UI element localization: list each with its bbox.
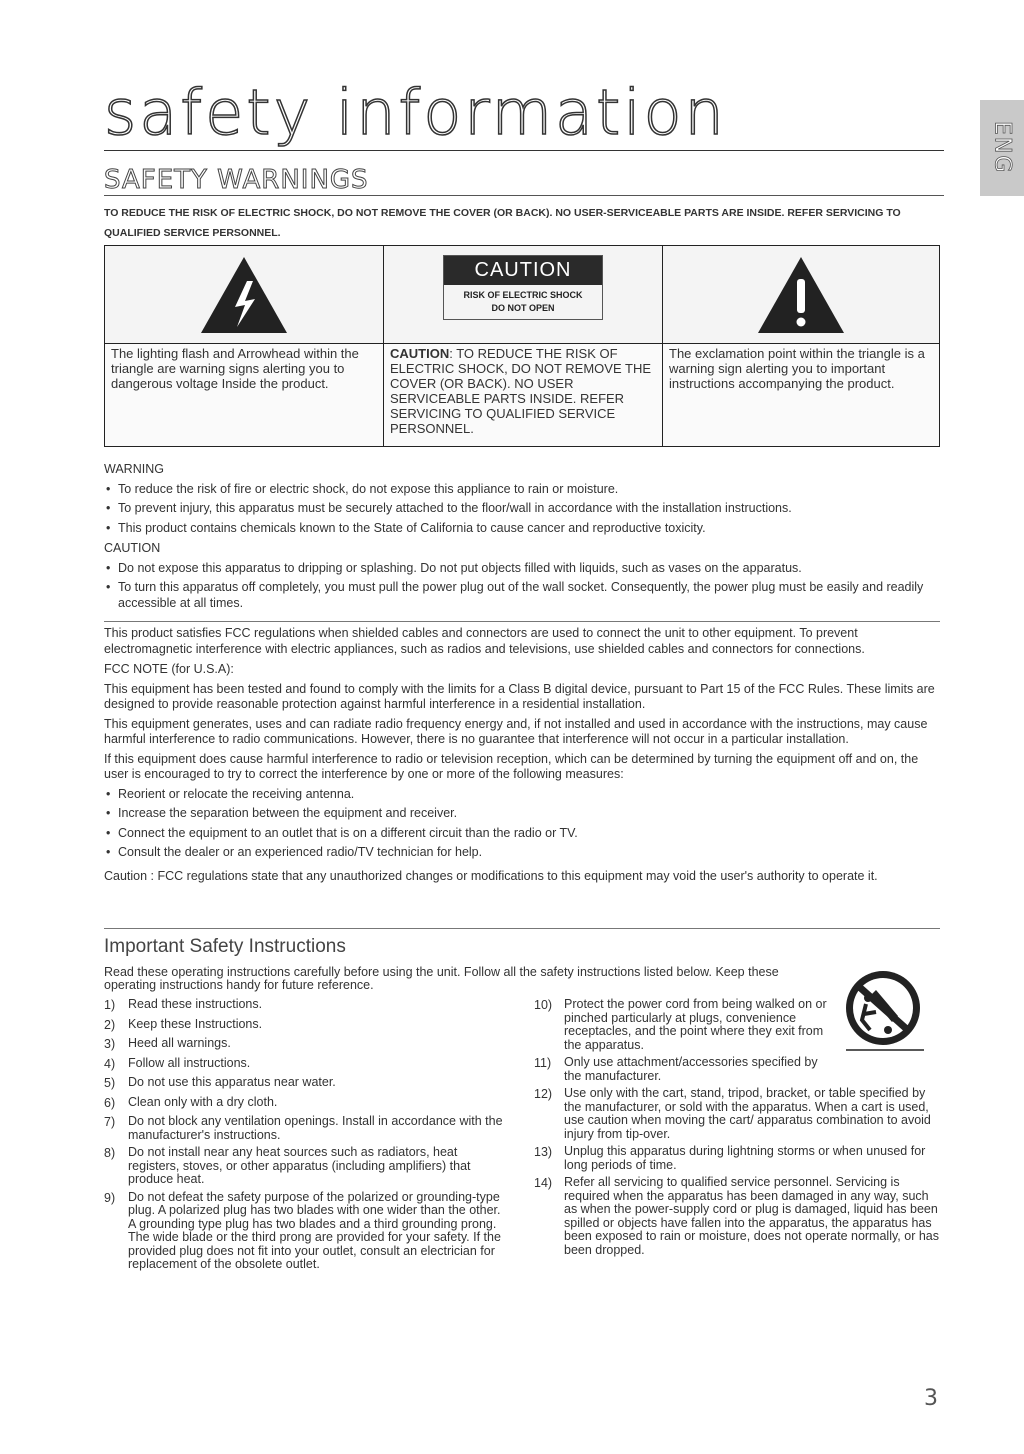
caution-label: CAUTION xyxy=(444,256,602,285)
page-number: 3 xyxy=(924,1386,938,1411)
fcc-measure: • Increase the separation between the equipment and receiver. xyxy=(104,806,940,822)
caution-table xyxy=(104,245,940,447)
fcc-para: If this equipment does cause harmful interference to radio or television reception, which can be determined by turning the equipment off and on, the user is encouraged to try to correct the interference by one or more of the following measures: xyxy=(104,751,919,781)
warning-label: WARNING xyxy=(104,462,164,476)
exclamation-description: The exclamation point within the triangle is a warning sign alerting you to important instructions accompanying the product. xyxy=(663,344,940,447)
fcc-para: This equipment has been tested and found to comply with the limits for a Class B digital device, pursuant to Part 15 of the FCC Rules. These limits are designed to provide reasonable protection against harmful interference in a residential installation. xyxy=(104,681,935,711)
instruction-item: 5) Do not use this apparatus near water. xyxy=(104,1075,336,1090)
instruction-item: 4) Follow all instructions. xyxy=(104,1055,251,1071)
instruction-item: 13) Unplug this apparatus during lightning storms or when unused for long periods of time. xyxy=(534,1144,926,1172)
section-rule xyxy=(104,195,944,196)
important-intro: Read these operating instructions carefully before using the unit. Follow all the safety instructions listed below. Keep these operating instructions handy for future reference. xyxy=(104,965,779,992)
fcc-measure: • Reorient or relocate the receiving antenna. xyxy=(104,787,940,803)
section-heading: SAFETY WARNINGS xyxy=(104,165,369,195)
caution-text: : TO REDUCE THE RISK OF ELECTRIC SHOCK, DO NOT REMOVE THE COVER (OR BACK). NO USER SERVICEABLE PARTS INSIDE. REFER SERVICING TO QUALIFIED SERVICE PERSONNEL. xyxy=(390,346,652,436)
fcc-caution: Caution : FCC regulations state that any unauthorized changes or modifications to this equipment may void the user's authority to operate it. xyxy=(104,868,878,883)
exclamation-warning-icon xyxy=(756,255,846,335)
language-tab xyxy=(980,100,1024,196)
divider xyxy=(104,928,940,929)
caution-item: • Do not expose this apparatus to dripping or splashing. Do not put objects filled with liquids, such as vases on the apparatus. xyxy=(104,561,940,577)
caution-item: • To turn this apparatus off completely, you must pull the power plug out of the wall socket. Consequently, the power plug must be easily and readily accessible at all times. xyxy=(104,580,940,611)
fcc-block xyxy=(104,626,940,884)
section-intro: TO REDUCE THE RISK OF ELECTRIC SHOCK, DO NOT REMOVE THE COVER (OR BACK). NO USER-SERVICEABLE PARTS ARE INSIDE. REFER SERVICING TO QUALIFIED SERVICE PERSONNEL. xyxy=(104,207,901,239)
instructions-left-column xyxy=(104,998,504,1276)
warning-item: • To reduce the risk of fire or electric shock, do not expose this appliance to rain or moisture. xyxy=(104,482,940,498)
caution-description xyxy=(384,344,663,447)
warning-item: • This product contains chemicals known to the State of California to cause cancer and reproductive toxicity. xyxy=(104,521,940,537)
divider xyxy=(104,621,940,622)
instruction-item: 14) Refer all servicing to qualified service personnel. Servicing is required when the apparatus has been damaged in any way, such as when the power-supply cord or plug is damaged, liquid has been spilled or objects have fallen into the apparatus, the apparatus has been exposed to rain or moisture, does not operate normally, or has been dropped. xyxy=(534,1175,939,1257)
warning-block xyxy=(104,462,940,611)
caution-label-text: CAUTION xyxy=(104,541,161,555)
page-title: safety information xyxy=(104,76,727,149)
caution-bold: CAUTION xyxy=(390,346,450,361)
caution-label-cell xyxy=(384,246,663,344)
lightning-description: The lighting flash and Arrowhead within the triangle are warning signs alerting you to dangerous voltage Inside the product. xyxy=(105,344,384,447)
instruction-item: 2) Keep these Instructions. xyxy=(104,1016,263,1032)
fcc-para: This equipment generates, uses and can radiate radio frequency energy and, if not installed and used in accordance with the instructions, may cause harmful interference to radio communications. However, there is no guarantee that interference will not occur in a particular installation. xyxy=(104,716,928,746)
warning-item: • To prevent injury, this apparatus must be securely attached to the floor/wall in accordance with the installation instructions. xyxy=(104,501,940,517)
instruction-item: 10) Protect the power cord from being walked on or pinched particularly at plugs, convenience receptacles, and the point where they exit from the apparatus. xyxy=(534,997,827,1052)
language-tab-label: ENG xyxy=(989,121,1015,175)
fcc-measure: • Consult the dealer or an experienced radio/TV technician for help. xyxy=(104,845,940,861)
lightning-warning-icon xyxy=(199,255,289,335)
lightning-cell xyxy=(105,246,384,344)
caution-label-box xyxy=(443,255,603,320)
instruction-item: 11) Only use attachment/accessories specified by the manufacturer. xyxy=(534,1055,818,1083)
fcc-measure: • Connect the equipment to an outlet that is on a different circuit than the radio or TV. xyxy=(104,826,940,842)
instruction-item: 9) Do not defeat the safety purpose of the polarized or grounding-type plug. A polarized plug has two blades with one wider than the other. A grounding type plug has two blades and a third grounding prong. The wide blade or the third prong are provided for your safety. If the provided plug does not fit into your outlet, consult an electrician for replacement of the obsolete outlet. xyxy=(104,1189,501,1271)
fcc-para: This product satisfies FCC regulations when shielded cables and connectors are used to connect the unit to other equipment. To prevent electromagnetic interference with electric appliances, such as radios and televisions, use shielded cables and connectors for connections. xyxy=(104,626,865,656)
important-heading: Important Safety Instructions xyxy=(104,936,346,957)
instruction-item: 7) Do not block any ventilation openings. Install in accordance with the manufacturer's instructions. xyxy=(104,1114,503,1142)
fcc-note-label: FCC NOTE (for U.S.A): xyxy=(104,662,234,676)
exclamation-cell xyxy=(663,246,940,344)
instruction-item: 6) Clean only with a dry cloth. xyxy=(104,1094,278,1110)
instruction-item: 1) Read these instructions. xyxy=(104,997,263,1012)
risk-text: RISK OF ELECTRIC SHOCK xyxy=(463,290,583,300)
do-not-open-text: DO NOT OPEN xyxy=(491,303,555,313)
instruction-item: 12) Use only with the cart, stand, tripod, bracket, or table specified by the manufacturer, or sold with the apparatus. When a cart is used, use caution when moving the cart/ apparatus combination to avoid injury from tip-over. xyxy=(534,1086,931,1141)
instruction-item: 3) Heed all warnings. xyxy=(104,1036,231,1051)
instruction-item: 8) Do not install near any heat sources such as radiators, heat registers, stoves, or other apparatus (including amplifiers) that produce heat. xyxy=(104,1145,471,1186)
title-rule xyxy=(104,150,944,151)
cart-tipover-icon xyxy=(840,968,926,1052)
